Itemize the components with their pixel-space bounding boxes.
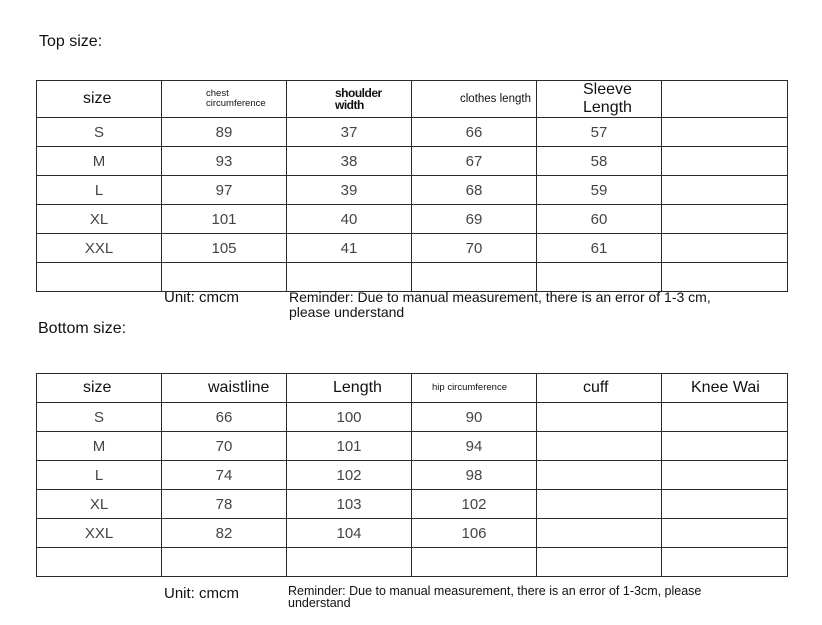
size-cell: S xyxy=(37,403,162,432)
value-cell xyxy=(537,461,662,490)
header-shoulder-width: shoulder width xyxy=(287,81,412,118)
header-waistline: waistline xyxy=(162,374,287,403)
value-cell: 67 xyxy=(412,147,537,176)
bottom-unit-note: Unit: cmcm xyxy=(164,585,239,602)
value-cell: 103 xyxy=(287,490,412,519)
header-size: size xyxy=(37,374,162,403)
empty-cell xyxy=(162,548,287,577)
top-header-row xyxy=(37,81,788,118)
value-cell: 82 xyxy=(162,519,287,548)
value-cell: 60 xyxy=(537,205,662,234)
size-cell: M xyxy=(37,147,162,176)
header-clothes-length: clothes length xyxy=(412,81,537,118)
top-size-table xyxy=(36,80,788,292)
value-cell xyxy=(662,490,788,519)
value-cell: 78 xyxy=(162,490,287,519)
header-chest-circumference: chest circumference xyxy=(162,81,287,118)
value-cell: 69 xyxy=(412,205,537,234)
value-cell: 105 xyxy=(162,234,287,263)
value-cell: 94 xyxy=(412,432,537,461)
value-cell: 66 xyxy=(162,403,287,432)
table-row xyxy=(37,263,788,292)
empty-cell xyxy=(537,548,662,577)
size-cell: S xyxy=(37,118,162,147)
table-row xyxy=(37,461,788,490)
size-cell: L xyxy=(37,176,162,205)
top-reminder-note: Reminder: Due to manual measurement, there is an error of 1-3 cm, please understand xyxy=(289,289,711,320)
value-cell: 106 xyxy=(412,519,537,548)
value-cell: 57 xyxy=(537,118,662,147)
value-cell: 58 xyxy=(537,147,662,176)
value-cell: 90 xyxy=(412,403,537,432)
bottom-reminder-note: Reminder: Due to manual measurement, there is an error of 1-3cm, please understand xyxy=(288,584,702,610)
table-row xyxy=(37,490,788,519)
empty-cell xyxy=(37,263,162,292)
value-cell: 37 xyxy=(287,118,412,147)
value-cell: 38 xyxy=(287,147,412,176)
table-row xyxy=(37,519,788,548)
header-sleeve-length: Sleeve Length xyxy=(537,81,662,118)
empty-cell xyxy=(287,263,412,292)
empty-cell xyxy=(662,263,788,292)
value-cell: 101 xyxy=(287,432,412,461)
header-cuff: cuff xyxy=(537,374,662,403)
value-cell xyxy=(537,432,662,461)
value-cell xyxy=(662,205,788,234)
value-cell: 98 xyxy=(412,461,537,490)
size-cell: XXL xyxy=(37,234,162,263)
value-cell xyxy=(662,461,788,490)
header-size: size xyxy=(37,81,162,118)
value-cell: 102 xyxy=(287,461,412,490)
table-row xyxy=(37,234,788,263)
table-row xyxy=(37,118,788,147)
value-cell: 59 xyxy=(537,176,662,205)
empty-cell xyxy=(537,263,662,292)
value-cell xyxy=(662,432,788,461)
size-cell: XXL xyxy=(37,519,162,548)
header-hip-circumference: hip circumference xyxy=(412,374,537,403)
header-length: Length xyxy=(287,374,412,403)
value-cell: 102 xyxy=(412,490,537,519)
value-cell: 61 xyxy=(537,234,662,263)
value-cell: 93 xyxy=(162,147,287,176)
table-row xyxy=(37,548,788,577)
value-cell: 104 xyxy=(287,519,412,548)
value-cell: 70 xyxy=(412,234,537,263)
table-row xyxy=(37,176,788,205)
table-row xyxy=(37,432,788,461)
bottom-size-table xyxy=(36,373,788,577)
value-cell: 70 xyxy=(162,432,287,461)
empty-cell xyxy=(287,548,412,577)
top-size-title: Top size: xyxy=(39,33,103,50)
table-row xyxy=(37,403,788,432)
value-cell xyxy=(662,234,788,263)
size-cell: L xyxy=(37,461,162,490)
table-row xyxy=(37,205,788,234)
value-cell: 101 xyxy=(162,205,287,234)
value-cell: 66 xyxy=(412,118,537,147)
value-cell: 100 xyxy=(287,403,412,432)
header-knee-wai: Knee Wai xyxy=(662,374,788,403)
size-cell: XL xyxy=(37,490,162,519)
value-cell xyxy=(537,403,662,432)
size-cell: M xyxy=(37,432,162,461)
value-cell: 74 xyxy=(162,461,287,490)
value-cell xyxy=(537,519,662,548)
value-cell: 97 xyxy=(162,176,287,205)
value-cell: 89 xyxy=(162,118,287,147)
value-cell xyxy=(662,403,788,432)
value-cell xyxy=(662,176,788,205)
header-empty xyxy=(662,81,788,118)
value-cell: 39 xyxy=(287,176,412,205)
bottom-header-row xyxy=(37,374,788,403)
empty-cell xyxy=(412,263,537,292)
empty-cell xyxy=(662,548,788,577)
value-cell: 41 xyxy=(287,234,412,263)
bottom-size-title: Bottom size: xyxy=(38,320,127,337)
value-cell xyxy=(662,519,788,548)
empty-cell xyxy=(162,263,287,292)
value-cell xyxy=(662,118,788,147)
top-unit-note: Unit: cmcm xyxy=(164,289,239,306)
value-cell: 68 xyxy=(412,176,537,205)
empty-cell xyxy=(412,548,537,577)
value-cell xyxy=(537,490,662,519)
table-row xyxy=(37,147,788,176)
empty-cell xyxy=(37,548,162,577)
size-cell: XL xyxy=(37,205,162,234)
value-cell xyxy=(662,147,788,176)
value-cell: 40 xyxy=(287,205,412,234)
